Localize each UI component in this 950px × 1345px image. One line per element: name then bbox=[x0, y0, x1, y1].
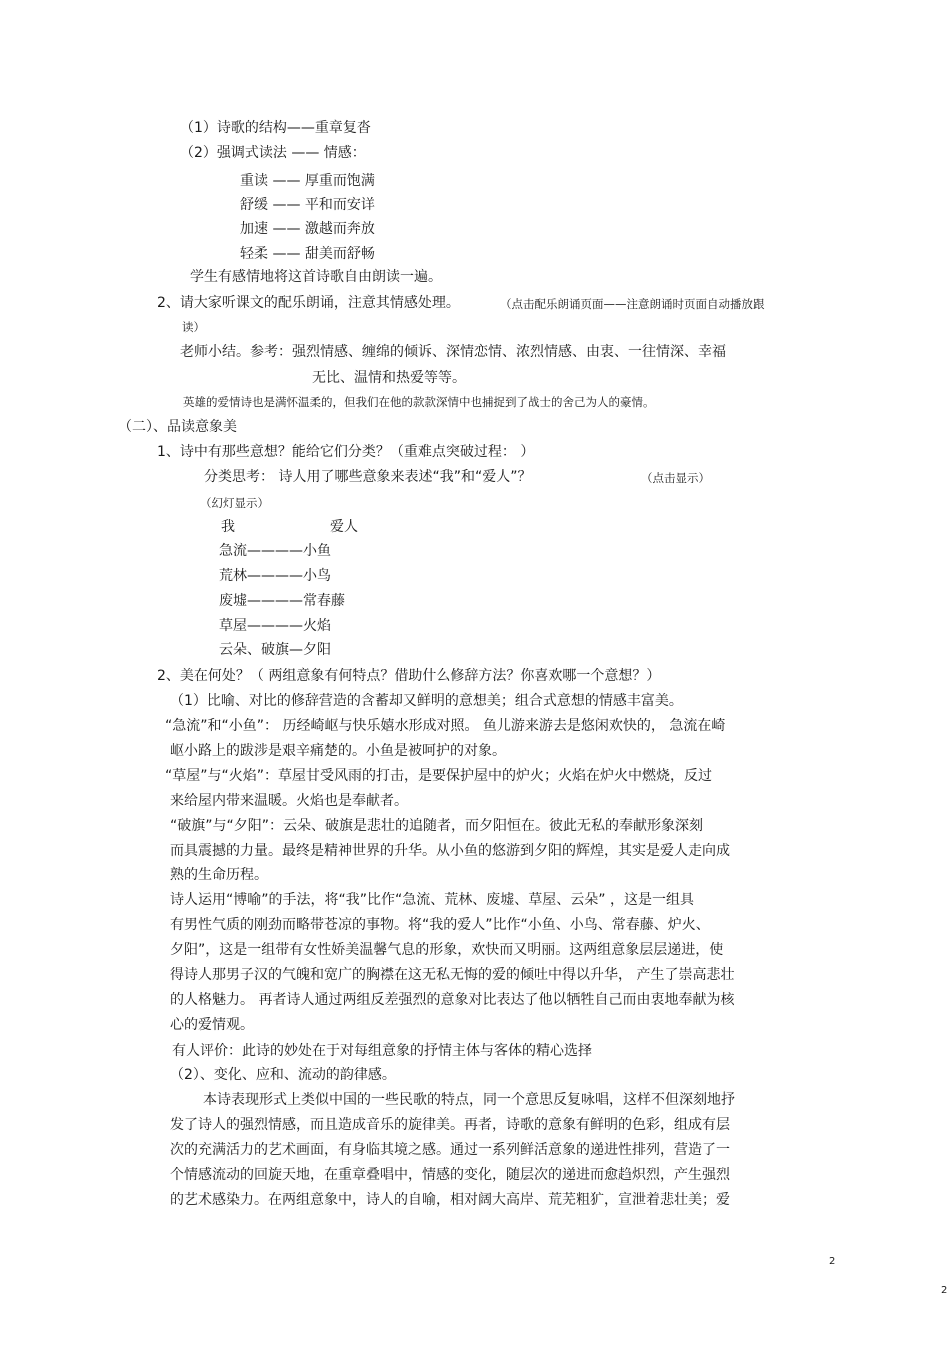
text-line: 云朵、破旗—夕阳 bbox=[219, 642, 331, 658]
text-line: 轻柔 —— 甜美而舒畅 bbox=[240, 246, 375, 262]
column-header: 爱人 bbox=[330, 519, 358, 535]
note-text: （点击显示） bbox=[641, 471, 710, 485]
text-line: （2）、变化、应和、流动的韵律感。 bbox=[170, 1067, 396, 1083]
note-text: 读） bbox=[182, 320, 205, 334]
text-line: 2、请大家听课文的配乐朗诵，注意其情感处理。 bbox=[157, 295, 460, 311]
text-line: 荒林————小鸟 bbox=[219, 568, 331, 584]
text-line: 的人格魅力。 再者诗人通过两组反差强烈的意象对比表达了他以牺牲自己而由衷地奉献为核 bbox=[170, 992, 735, 1008]
text-line: 熟的生命历程。 bbox=[170, 867, 268, 883]
text-line: 诗人运用“博喻”的手法，将“我”比作“急流、荒林、废墟、草屋、云朵” ，这是一组具 bbox=[170, 892, 694, 908]
text-line: 发了诗人的强烈情感，而且造成音乐的旋律美。再者，诗歌的意象有鲜明的色彩，组成有层 bbox=[170, 1117, 730, 1133]
page-number: 2 bbox=[941, 1285, 948, 1296]
note-text: （幻灯显示） bbox=[200, 496, 269, 510]
text-line: 老师小结。参考：强烈情感、缠绵的倾诉、深情恋情、浓烈情感、由衷、一往情深、幸福 bbox=[180, 344, 726, 360]
text-line: （1）诗歌的结构——重章复沓 bbox=[180, 120, 371, 136]
text-line: “急流”和“小鱼”： 历经崎岖与快乐嬉水形成对照。 鱼儿游来游去是悠闲欢快的， 急流在崎 bbox=[165, 718, 726, 734]
text-line: 2、美在何处？（ 两组意象有何特点？借助什么修辞方法？你喜欢哪一个意想？） bbox=[157, 668, 661, 684]
text-line: “破旗”与“夕阳”：云朵、破旗是悲壮的追随者，而夕阳恒在。彼此无私的奉献形象深刻 bbox=[170, 818, 704, 834]
footer-mark: 2 bbox=[829, 1256, 836, 1267]
text-line: 1、诗中有那些意想？能给它们分类？（重难点突破过程： ） bbox=[157, 444, 535, 460]
text-line: 学生有感情地将这首诗歌自由朗读一遍。 bbox=[190, 269, 442, 285]
text-line: 次的充满活力的艺术画面，有身临其境之感。通过一系列鲜活意象的递进性排列，营造了一 bbox=[170, 1142, 730, 1158]
note-text: （点击配乐朗诵页面——注意朗诵时页面自动播放跟 bbox=[500, 297, 765, 311]
note-text: 英雄的爱情诗也是满怀温柔的，但我们在他的款款深情中也捕捉到了战士的舍己为人的豪情。 bbox=[183, 395, 655, 409]
text-line: 舒缓 —— 平和而安详 bbox=[240, 197, 375, 213]
text-line: “草屋”与“火焰”：草屋甘受风雨的打击，是要保护屋中的炉火；火焰在炉火中燃烧，反过 bbox=[165, 768, 713, 784]
column-header: 我 bbox=[221, 519, 235, 535]
text-line: 废墟————常春藤 bbox=[219, 593, 345, 609]
text-line: （1）比喻、对比的修辞营造的含蓄却又鲜明的意想美；组合式意想的情感丰富美。 bbox=[170, 693, 683, 709]
text-line: 急流————小鱼 bbox=[219, 543, 331, 559]
section-heading: （二）、品读意象美 bbox=[118, 419, 237, 435]
text-line: 加速 —— 激越而奔放 bbox=[240, 221, 375, 237]
text-line: 分类思考： 诗人用了哪些意象来表述“我”和“爱人”？ bbox=[204, 469, 532, 485]
text-line: 心的爱情观。 bbox=[170, 1017, 254, 1033]
text-line: 得诗人那男子汉的气魄和宽广的胸襟在这无私无悔的爱的倾吐中得以升华， 产生了崇高悲壮 bbox=[170, 967, 735, 983]
text-line: 岖小路上的跋涉是艰辛痛楚的。小鱼是被呵护的对象。 bbox=[170, 743, 506, 759]
text-line: 重读 —— 厚重而饱满 bbox=[240, 173, 375, 189]
text-line: 草屋————火焰 bbox=[219, 618, 331, 634]
text-line: 无比、温情和热爱等等。 bbox=[312, 370, 466, 386]
text-line: （2）强调式读法 —— 情感： bbox=[180, 145, 366, 161]
text-line: 来给屋内带来温暖。火焰也是奉献者。 bbox=[170, 793, 408, 809]
text-line: 的艺术感染力。在两组意象中，诗人的自喻，相对阔大高岸、荒芜粗犷，宣泄着悲壮美；爱 bbox=[170, 1192, 730, 1208]
text-line: 有男性气质的刚劲而略带苍凉的事物。将“我的爱人”比作“小鱼、小鸟、常春藤、炉火、 bbox=[170, 917, 710, 933]
text-line: 本诗表现形式上类似中国的一些民歌的特点，同一个意思反复咏唱，这样不但深刻地抒 bbox=[203, 1092, 735, 1108]
text-line: 夕阳”，这是一组带有女性娇美温馨气息的形象，欢快而又明丽。这两组意象层层递进，使 bbox=[170, 942, 724, 958]
text-line: 而具震撼的力量。最终是精神世界的升华。从小鱼的悠游到夕阳的辉煌，其实是爱人走向成 bbox=[170, 843, 730, 859]
text-line: 有人评价：此诗的妙处在于对每组意象的抒情主体与客体的精心选择 bbox=[172, 1043, 592, 1059]
text-line: 个情感流动的回旋天地，在重章叠唱中，情感的变化，随层次的递进而愈趋炽烈，产生强烈 bbox=[170, 1167, 730, 1183]
